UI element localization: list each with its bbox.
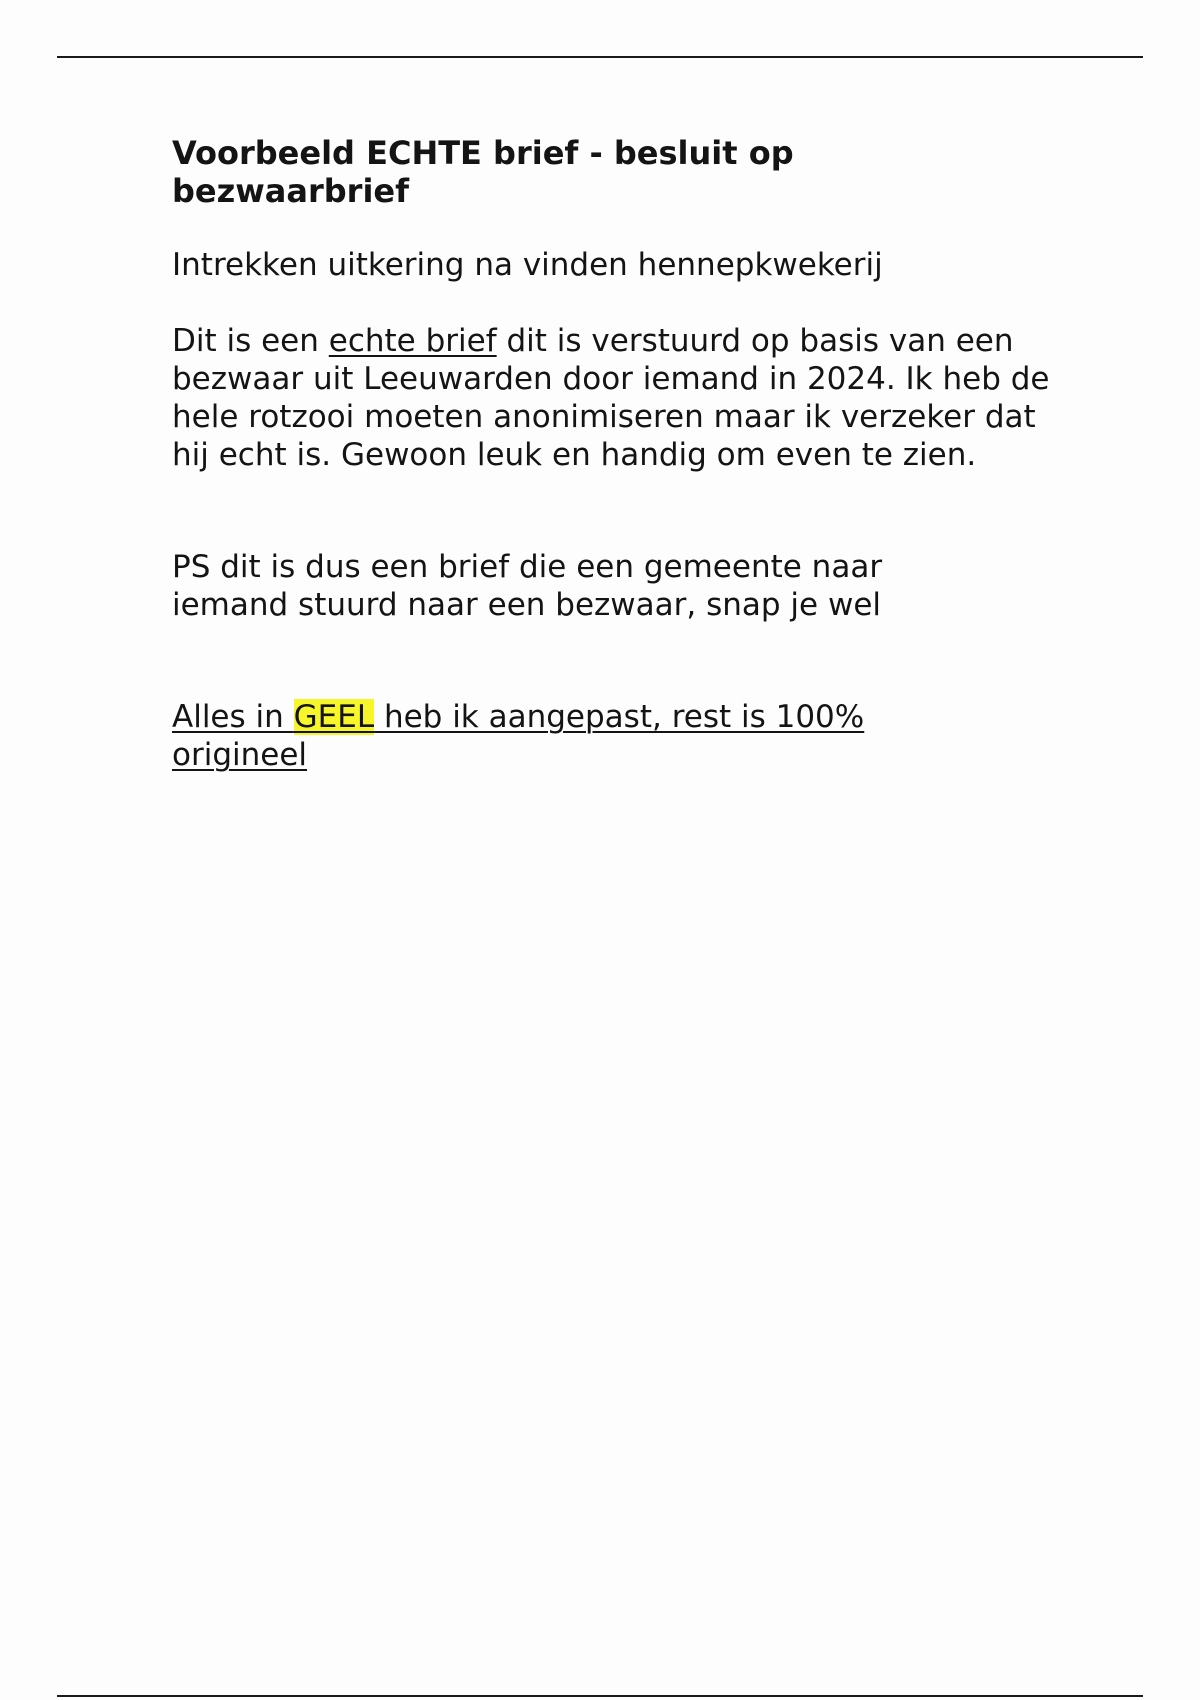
intro-text-start: Dit is een bbox=[172, 323, 329, 359]
intro-text-end: dit is verstuurd op basis van een bezwaar uit Leeuwarden door iemand in 2024. Ik heb de hele rotzooi moeten anonimiseren maar ik verzeker dat hij echt is. Gewoon leuk en handig om even te zien. bbox=[172, 323, 1050, 473]
document-title: Voorbeeld ECHTE brief - besluit op bezwaarbrief bbox=[172, 134, 794, 210]
document-subtitle: Intrekken uitkering na vinden hennepkwekerij bbox=[172, 247, 883, 283]
intro-underlined-text: echte brief bbox=[328, 323, 497, 359]
note-text-start: Alles in bbox=[172, 699, 294, 735]
intro-paragraph bbox=[172, 322, 1052, 474]
document-body bbox=[172, 134, 1052, 774]
bottom-rule bbox=[57, 1695, 1143, 1697]
note-paragraph bbox=[172, 698, 932, 774]
ps-paragraph: PS dit is dus een brief die een gemeente naar iemand stuurd naar een bezwaar, snap je wel bbox=[172, 549, 883, 623]
top-rule bbox=[57, 56, 1143, 58]
note-highlighted-text: GEEL bbox=[293, 699, 375, 735]
note-text-end: heb ik aangepast, rest is 100% origineel bbox=[172, 699, 865, 773]
